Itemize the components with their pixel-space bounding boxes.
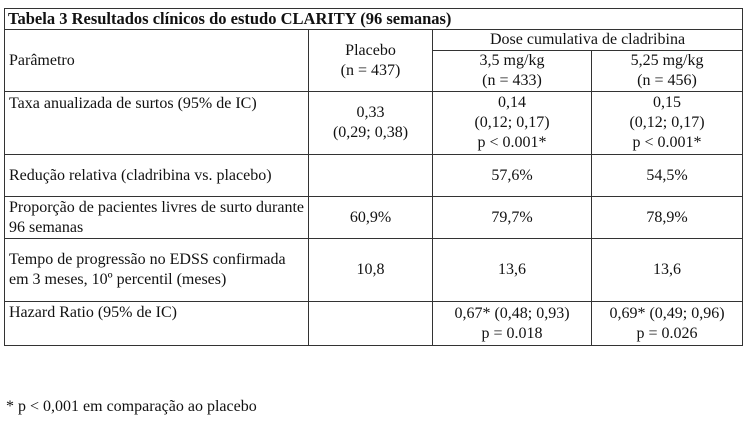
table-footnote: * p < 0,001 em comparação ao placebo	[6, 398, 257, 415]
cell-line: 10,8	[356, 261, 385, 278]
table-row	[5, 302, 743, 346]
cell-line: 0,33	[356, 104, 385, 121]
cell-line: 0,69* (0,49; 0,96)	[609, 304, 725, 322]
row-dose2-cell	[592, 92, 743, 155]
row-placebo-cell	[309, 197, 433, 239]
header-placebo	[309, 30, 433, 92]
row-dose2-cell	[592, 155, 743, 197]
header-dose-group: Dose cumulativa de cladribina	[433, 30, 743, 51]
row-dose1-cell	[433, 197, 592, 239]
row-parameter: Redução relativa (cladribina vs. placebo)	[5, 155, 309, 197]
header-row-1	[5, 30, 743, 51]
cell-line: p < 0.001*	[632, 134, 702, 151]
header-dose2	[592, 51, 743, 92]
header-placebo-n: (n = 437)	[340, 61, 401, 79]
row-dose2-cell	[592, 197, 743, 239]
table-title: Tabela 3 Resultados clínicos do estudo CLARITY (96 semanas)	[5, 9, 743, 30]
cell-line: (0,12; 0,17)	[629, 114, 705, 131]
row-dose1-cell	[433, 92, 592, 155]
row-dose1-cell	[433, 155, 592, 197]
table-row	[5, 239, 743, 302]
header-dose1-n: (n = 433)	[482, 72, 542, 89]
cell-line: 57,6%	[491, 166, 533, 184]
table-title-row	[5, 9, 743, 30]
row-placebo-cell	[309, 239, 433, 302]
header-dose2-name: 5,25 mg/kg	[630, 52, 704, 69]
table-row	[5, 92, 743, 155]
row-placebo-cell	[309, 302, 433, 346]
cell-line: 78,9%	[646, 208, 688, 226]
row-dose1-cell	[433, 239, 592, 302]
cell-line: 0,15	[653, 94, 682, 111]
cell-line: 13,6	[653, 261, 682, 278]
cell-line: p = 0.018	[481, 324, 543, 342]
row-parameter: Taxa anualizada de surtos (95% de IC)	[5, 92, 309, 155]
header-dose1-name: 3,5 mg/kg	[479, 52, 545, 69]
row-dose2-cell	[592, 239, 743, 302]
table-row	[5, 155, 743, 197]
row-parameter: Hazard Ratio (95% de IC)	[5, 302, 309, 346]
row-parameter: Tempo de progressão no EDSS confirmada em 3 meses, 10º percentil (meses)	[5, 239, 309, 302]
cell-line: 0,67* (0,48; 0,93)	[454, 304, 570, 322]
header-placebo-name: Placebo	[345, 41, 396, 59]
row-parameter: Proporção de pacientes livres de surto durante 96 semanas	[5, 197, 309, 239]
cell-line: 79,7%	[491, 208, 533, 226]
clarity-results-table	[4, 8, 743, 346]
cell-line: 13,6	[498, 261, 526, 278]
header-dose2-n: (n = 456)	[637, 72, 697, 89]
table-row	[5, 197, 743, 239]
row-placebo-cell	[309, 92, 433, 155]
cell-line: 54,5%	[646, 166, 688, 184]
row-dose1-cell	[433, 302, 592, 346]
cell-line: p < 0.001*	[477, 134, 547, 151]
header-parameter: Parâmetro	[5, 30, 309, 92]
cell-line: 0,14	[498, 94, 526, 111]
row-placebo-cell	[309, 155, 433, 197]
row-dose2-cell	[592, 302, 743, 346]
cell-line: (0,12; 0,17)	[474, 114, 550, 131]
cell-line: (0,29; 0,38)	[332, 124, 409, 141]
cell-line: p = 0.026	[636, 324, 698, 342]
cell-line: 60,9%	[349, 208, 392, 226]
header-dose1	[433, 51, 592, 92]
